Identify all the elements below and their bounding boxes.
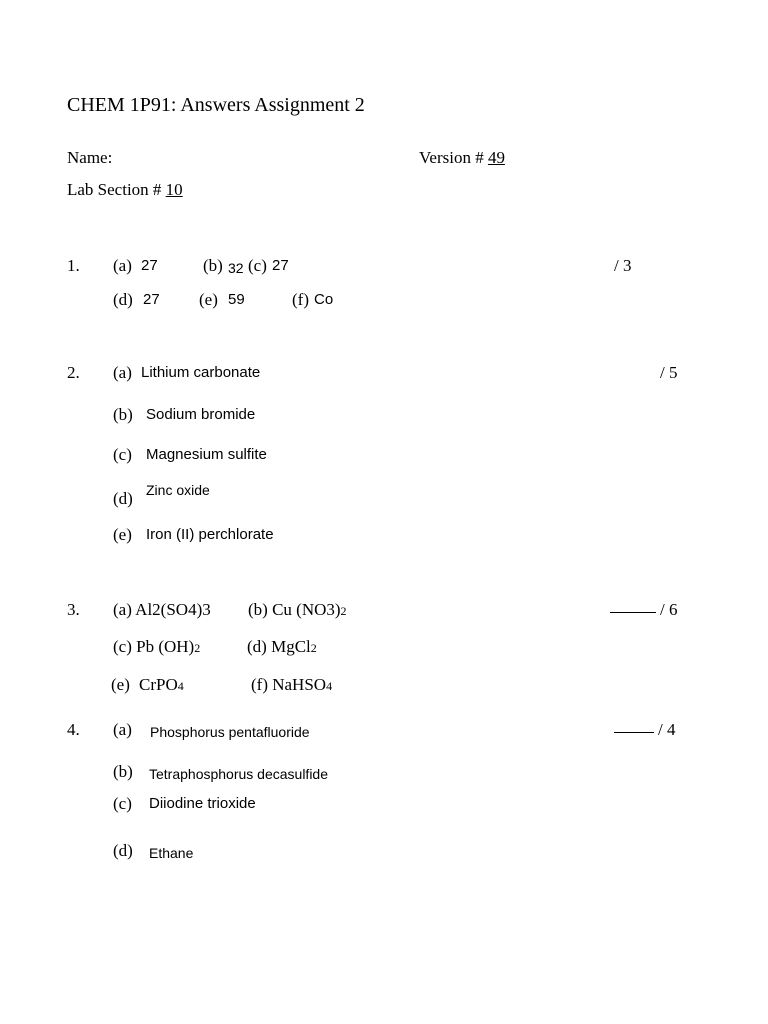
q1-d-label: (d) — [113, 290, 133, 309]
q3-b-subscript: 2 — [340, 604, 347, 618]
q3-e-subscript: 4 — [177, 679, 184, 693]
q1-number: 1. — [67, 256, 80, 275]
q4-c-label: (c) — [113, 794, 132, 813]
q4-number: 4. — [67, 720, 80, 739]
q3-c-text: (c) Pb (OH) — [113, 637, 195, 656]
q1-e-value: 59 — [228, 291, 245, 308]
version-field — [419, 148, 505, 168]
q2-e-label: (e) — [113, 525, 132, 544]
q3-a-answer: (a) Al2(SO4)3 — [113, 600, 211, 619]
q2-c-label: (c) — [113, 445, 132, 464]
q2-d-value: Zinc oxide — [146, 482, 210, 498]
q3-e-label: (e) — [111, 675, 130, 694]
q3-f-subscript: 4 — [326, 679, 333, 693]
q4-a-label: (a) — [113, 720, 132, 739]
q2-score: / 5 — [660, 363, 678, 382]
q4-score-blank — [614, 731, 654, 733]
q3-d-subscript: 2 — [310, 641, 317, 655]
q2-number: 2. — [67, 363, 80, 382]
q3-number: 3. — [67, 600, 80, 619]
q3-d-text: (d) MgCl — [247, 637, 311, 656]
q2-a-label: (a) — [113, 363, 132, 382]
q3-score-blank — [610, 611, 656, 613]
q3-score-field — [610, 600, 677, 620]
q3-c-subscript: 2 — [194, 641, 201, 655]
q4-a-value: Phosphorus pentafluoride — [150, 724, 310, 740]
q1-a-label: (a) — [113, 256, 132, 275]
q1-f-label: (f) — [292, 290, 309, 309]
q4-score-field — [614, 720, 675, 740]
q4-b-label: (b) — [113, 762, 133, 781]
q3-e-answer — [139, 675, 184, 695]
q3-c-answer — [113, 637, 200, 657]
name-label: Name: — [67, 148, 113, 167]
q4-score: / 4 — [658, 720, 676, 739]
q2-b-label: (b) — [113, 405, 133, 424]
lab-section-value: 10 — [165, 180, 183, 199]
q1-b-label: (b) — [203, 256, 223, 275]
q1-d-value: 27 — [143, 291, 160, 308]
q1-a-value: 27 — [141, 257, 158, 274]
q1-score: / 3 — [614, 256, 632, 275]
version-label: Version # — [419, 148, 484, 167]
q4-d-value: Ethane — [149, 845, 194, 861]
q3-score: / 6 — [660, 600, 678, 619]
q3-d-answer — [247, 637, 317, 657]
q1-b-value: 32 — [228, 260, 244, 276]
q2-a-value: Lithium carbonate — [141, 364, 261, 381]
q4-d-label: (d) — [113, 841, 133, 860]
q2-e-value: Iron (II) perchlorate — [146, 526, 274, 543]
q2-d-label: (d) — [113, 489, 133, 508]
q3-f-answer — [251, 675, 332, 695]
q3-b-text: (b) Cu (NO3) — [248, 600, 341, 619]
q2-c-value: Magnesium sulfite — [146, 446, 267, 463]
version-value: 49 — [487, 148, 505, 167]
q3-b-answer — [248, 600, 347, 620]
q2-b-value: Sodium bromide — [146, 406, 256, 423]
q1-e-label: (e) — [199, 290, 218, 309]
page-title: CHEM 1P91: Answers Assignment 2 — [67, 94, 365, 116]
q3-f-text: (f) NaHSO — [251, 675, 327, 694]
q4-c-value: Diiodine trioxide — [149, 795, 256, 812]
q1-f-value: Co — [314, 291, 334, 308]
q1-c-label: (c) — [248, 256, 267, 275]
lab-section-field — [67, 180, 183, 200]
lab-section-label: Lab Section # — [67, 180, 162, 199]
q4-b-value: Tetraphosphorus decasulfide — [149, 766, 329, 782]
q3-e-text: CrPO — [139, 675, 178, 694]
q1-c-value: 27 — [272, 257, 289, 274]
